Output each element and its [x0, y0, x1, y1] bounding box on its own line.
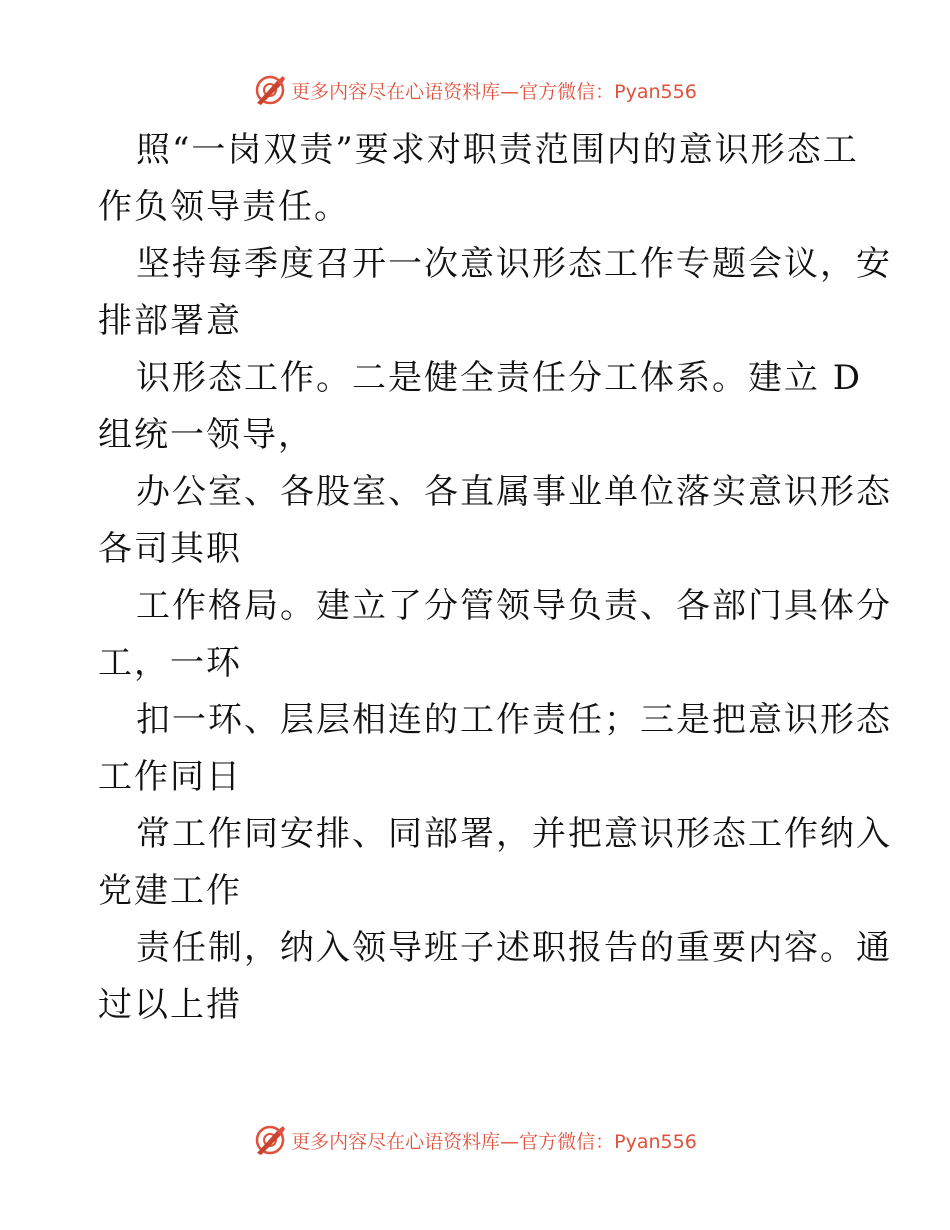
pen-logo-icon — [253, 73, 287, 107]
text-line: 作负领导责任。 — [98, 187, 350, 227]
footer-banner-text: 更多内容尽在心语资料库—官方微信：Pyan556 — [291, 1130, 697, 1153]
text-line: 组统一领导， — [98, 415, 314, 455]
text-line: 工，一环 — [98, 643, 242, 683]
text-line: 各司其职 — [98, 529, 242, 569]
text-line: 办公室、各股室、各直属事业单位落实意识形态 — [136, 472, 892, 512]
text-line: 识形态工作。二是健全责任分工体系。建立 D — [136, 358, 863, 398]
text-line: 排部署意 — [98, 301, 242, 341]
body-text — [98, 122, 892, 1034]
text-line: 照“一岗双责”要求对职责范围内的意识形态工 — [136, 130, 859, 170]
text-line: 坚持每季度召开一次意识形态工作专题会议，安 — [136, 244, 892, 284]
text-line: 党建工作 — [98, 871, 242, 911]
footer-banner — [0, 1120, 950, 1160]
text-line: 工作同日 — [98, 757, 242, 797]
text-line: 过以上措 — [98, 985, 242, 1025]
text-line: 工作格局。建立了分管领导负责、各部门具体分 — [136, 586, 892, 626]
header-banner — [0, 70, 950, 110]
text-line: 常工作同安排、同部署，并把意识形态工作纳入 — [136, 814, 892, 854]
text-line: 扣一环、层层相连的工作责任；三是把意识形态 — [136, 700, 892, 740]
header-banner-text: 更多内容尽在心语资料库—官方微信：Pyan556 — [291, 80, 697, 103]
text-line: 责任制，纳入领导班子述职报告的重要内容。通 — [136, 928, 892, 968]
pen-logo-icon — [253, 1123, 287, 1157]
